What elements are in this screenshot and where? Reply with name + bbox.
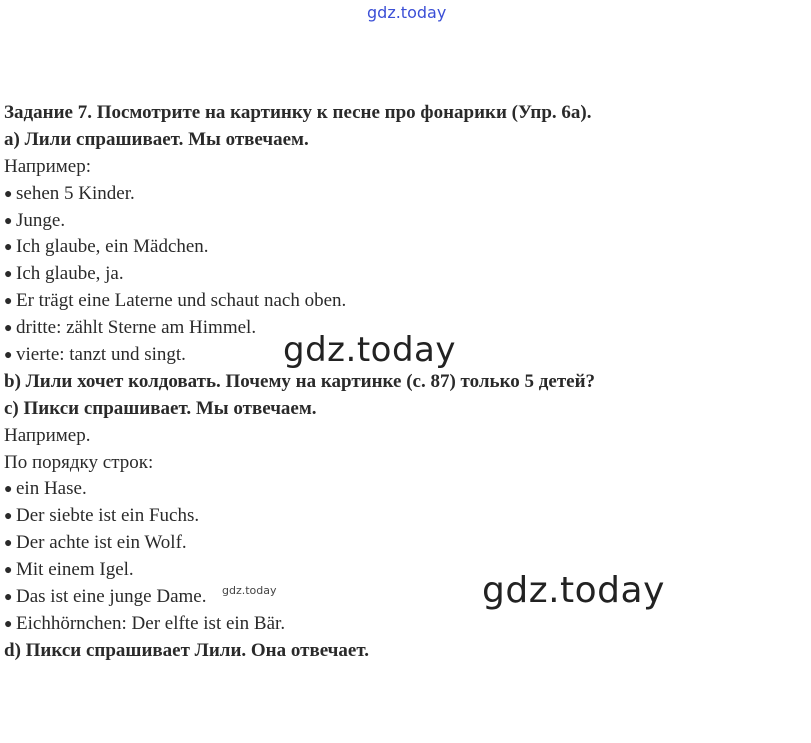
part-c-order-label: По порядку строк: — [4, 451, 154, 473]
watermark-top: gdz.today — [367, 3, 447, 22]
list-item-text: Junge. — [16, 209, 66, 231]
bullet-icon: ● — [4, 509, 13, 525]
bullet-icon: ● — [4, 267, 13, 283]
list-item — [4, 530, 804, 557]
list-item — [4, 503, 804, 530]
bullet-icon: ● — [4, 590, 13, 606]
bullet-icon: ● — [4, 616, 13, 632]
list-item — [4, 557, 804, 584]
document-body — [4, 100, 804, 665]
part-c-example-label: Например. — [4, 424, 91, 446]
list-item — [4, 342, 804, 369]
list-item-text: Er trägt eine Laterne und schaut nach oben. — [16, 290, 347, 312]
part-c-heading: c) Пикси спрашивает. Мы отвечаем. — [4, 397, 317, 419]
list-item-text: dritte: zählt Sterne am Himmel. — [16, 317, 257, 339]
bullet-icon: ● — [4, 482, 13, 498]
bullet-icon: ● — [4, 213, 13, 229]
bullet-icon: ● — [4, 348, 13, 364]
list-item — [4, 181, 804, 208]
bullet-icon: ● — [4, 240, 13, 256]
part-b-heading: b) Лили хочет колдовать. Почему на картинке (с. 87) только 5 детей? — [4, 370, 596, 392]
bullet-icon: ● — [4, 186, 13, 202]
list-item-text: Der achte ist ein Wolf. — [16, 532, 187, 554]
watermark-small: gdz.today — [222, 584, 277, 597]
bullet-icon: ● — [4, 294, 13, 310]
list-item — [4, 261, 804, 288]
list-item — [4, 315, 804, 342]
list-item-text: Ich glaube, ein Mädchen. — [16, 236, 209, 258]
list-item — [4, 234, 804, 261]
list-item-text: Eichhörnchen: Der elfte ist ein Bär. — [16, 612, 286, 634]
list-item-text: sehen 5 Kinder. — [16, 182, 135, 204]
list-item-text: ein Hase. — [16, 478, 87, 500]
list-item — [4, 584, 804, 611]
list-item — [4, 288, 804, 315]
list-item-text: Ich glaube, ja. — [16, 263, 124, 285]
list-item — [4, 208, 804, 235]
part-a-example-label: Например: — [4, 155, 91, 177]
task-title: Задание 7. Посмотрите на картинку к песне про фонарики (Упр. 6а). — [4, 102, 592, 123]
list-item-text: vierte: tanzt und singt. — [16, 344, 186, 366]
list-item-text: Das ist eine junge Dame. — [16, 586, 207, 608]
list-item — [4, 611, 804, 638]
list-item — [4, 476, 804, 503]
part-d-heading: d) Пикси спрашивает Лили. Она отвечает. — [4, 639, 369, 661]
watermark-middle: gdz.today — [283, 330, 456, 370]
list-item-text: Der siebte ist ein Fuchs. — [16, 505, 200, 527]
bullet-icon: ● — [4, 321, 13, 337]
watermark-right: gdz.today — [482, 570, 665, 611]
list-item-text: Mit einem Igel. — [16, 559, 134, 581]
part-a-heading: а) Лили спрашивает. Мы отвечаем. — [4, 128, 309, 150]
bullet-icon: ● — [4, 536, 13, 552]
bullet-icon: ● — [4, 563, 13, 579]
